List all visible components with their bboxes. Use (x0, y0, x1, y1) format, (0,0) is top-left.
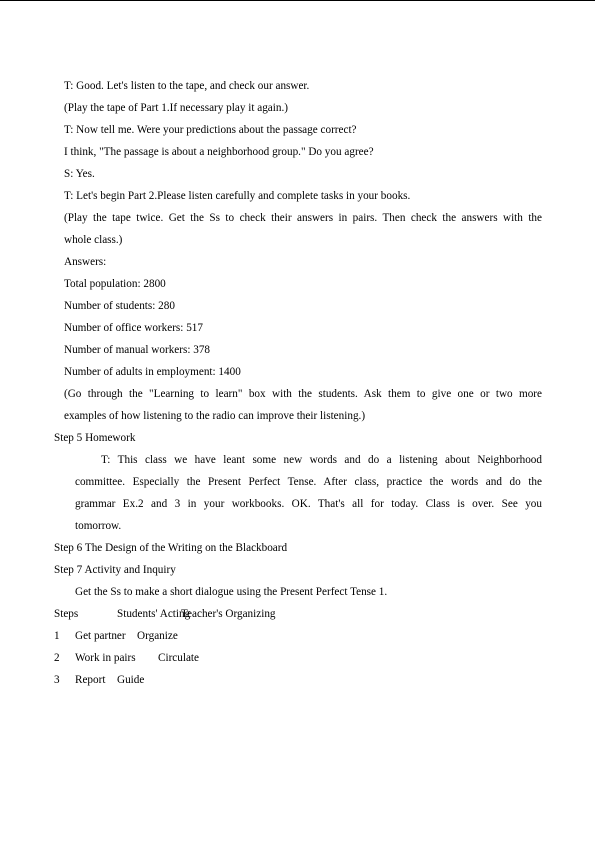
text-line: Number of office workers: 517 (64, 322, 203, 334)
text-line: T: This class we have leant some new words and do a listening about Neighborhood (101, 454, 542, 466)
text-line: committee. Especially the Present Perfect Tense. After class, practice the words and do the (75, 476, 542, 488)
table-cell-students-acting: Work in pairs (75, 652, 136, 664)
text-line: Number of students: 280 (64, 300, 175, 312)
table-cell-step: 3 (54, 674, 60, 686)
text-line: S: Yes. (64, 168, 95, 180)
section-heading: Step 7 Activity and Inquiry (54, 564, 176, 576)
table-cell-teachers-organizing: Guide (117, 674, 145, 686)
text-line: grammar Ex.2 and 3 in your workbooks. OK. That's all for today. Class is over. See you (75, 498, 542, 510)
text-line: examples of how listening to the radio can improve their listening.) (64, 410, 366, 422)
text-line: T: Let's begin Part 2.Please listen carefully and complete tasks in your books. (64, 190, 411, 202)
text-line: (Play the tape of Part 1.If necessary play it again.) (64, 102, 288, 114)
text-line: Answers: (64, 256, 107, 268)
text-line: whole class.) (64, 234, 123, 246)
table-cell-step: 1 (54, 630, 60, 642)
table-header-teachers-organizing: Teacher's Organizing (181, 608, 276, 620)
text-line: Number of manual workers: 378 (64, 344, 211, 356)
text-line: T: Now tell me. Were your predictions about the passage correct? (64, 124, 357, 136)
table-header-steps: Steps (54, 608, 79, 620)
text-line: I think, "The passage is about a neighborhood group." Do you agree? (64, 146, 374, 158)
text-line: Number of adults in employment: 1400 (64, 366, 241, 378)
table-cell-students-acting: Get partner (75, 630, 126, 642)
section-heading: Step 6 The Design of the Writing on the Blackboard (54, 542, 288, 554)
text-line: Get the Ss to make a short dialogue using the Present Perfect Tense 1. (75, 586, 388, 598)
table-cell-students-acting: Report (75, 674, 106, 686)
text-line: Total population: 2800 (64, 278, 166, 290)
section-heading: Step 5 Homework (54, 432, 136, 444)
table-cell-teachers-organizing: Organize (137, 630, 178, 642)
text-line: (Play the tape twice. Get the Ss to check their answers in pairs. Then check the answers with the (64, 212, 542, 224)
text-line: T: Good. Let's listen to the tape, and check our answer. (64, 80, 310, 92)
table-header-students-acting: Students' Acting (117, 608, 191, 620)
text-line: tomorrow. (75, 520, 122, 532)
page-top-border (0, 0, 595, 1)
text-line: (Go through the "Learning to learn" box with the students. Ask them to give one or two more (64, 388, 542, 400)
table-cell-step: 2 (54, 652, 60, 664)
table-cell-teachers-organizing: Circulate (158, 652, 200, 664)
